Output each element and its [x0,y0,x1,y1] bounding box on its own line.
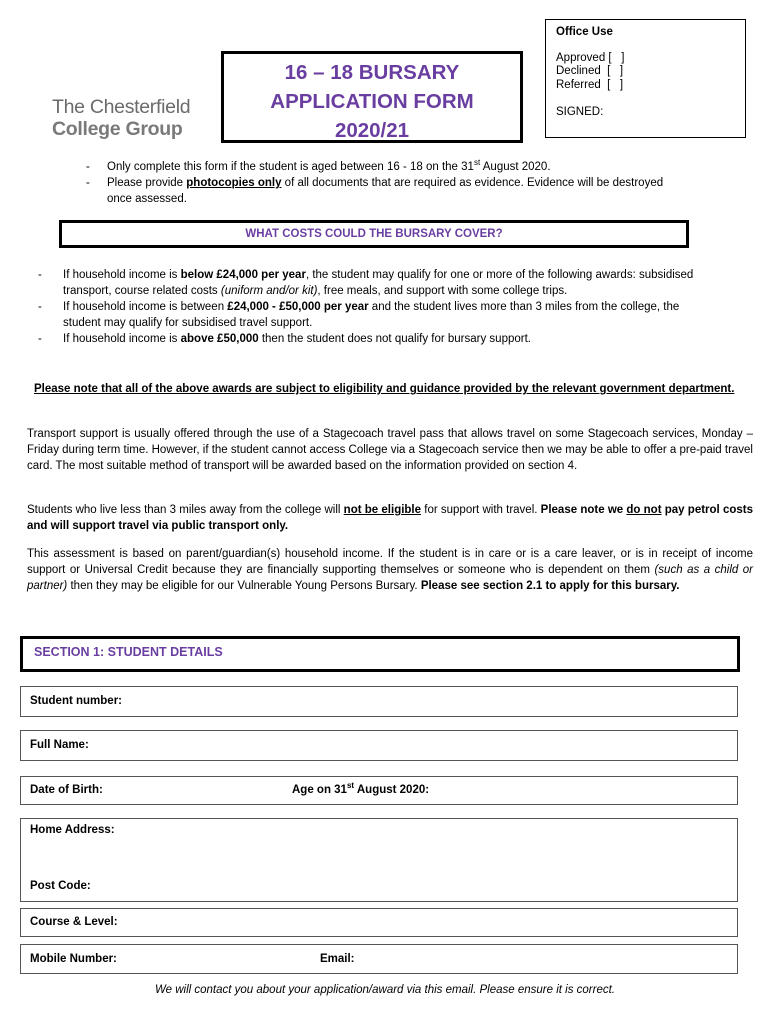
logo-line-1: The Chesterfield [52,96,191,118]
costs-item: - If household income is above £50,000 then the student does not qualify for bursary support. [38,333,531,345]
title-line-3: 2020/21 [334,119,410,142]
title-line-2: APPLICATION FORM [270,90,474,113]
college-logo [52,96,190,140]
office-signed: SIGNED: [556,106,604,118]
intro-item: - Only complete this form if the student is aged between 16 - 18 on the 31st August 2020. [86,158,551,173]
full-name-field[interactable] [20,730,738,761]
logo-line-2: College Group [52,118,183,140]
form-title-box [221,51,523,143]
intro-item: - Please provide photocopies only of all documents that are required as evidence. Evidence will be destroyed once assessed. [86,177,664,205]
home-address-label: Home Address: [30,824,115,836]
costs-item: - If household income is between £24,000 - £50,000 per year and the student lives more than 3 miles from the college, the student may qualify for subsidised travel support. [38,301,680,329]
post-code-label: Post Code: [30,880,91,892]
date-of-birth-label: Date of Birth: [30,784,103,796]
transport-paragraph: Transport support is usually offered through the use of a Stagecoach travel pass that allows travel on some Stagecoach services, Monday – Friday during term time. However, if the student cannot access College via a Stagecoach service then we may be able to offer a pre-paid travel card. The most suitable method of transport will be awarded based on the information provided on section 4. [27,428,753,473]
email-notice: We will contact you about your application/award via this email. Please ensure it is correct. [154,984,615,996]
mobile-number-label: Mobile Number: [30,953,117,965]
course-level-field[interactable] [20,908,738,937]
office-use-heading: Office Use [556,26,613,38]
distance-paragraph: Students who live less than 3 miles away from the college will not be eligible for support with travel. Please note we do not pay petrol costs and will support travel via public transport only. [27,504,754,533]
intro-list [86,159,686,207]
costs-item: - If household income is below £24,000 per year, the student may qualify for one or more of the following awards: subsidised transport, course related costs (uniform and/or kit), free meals, and support with some college trips. [38,269,694,297]
email-label: Email: [320,953,355,965]
student-number-label: Student number: [30,695,122,707]
costs-list [38,267,718,347]
course-level-label: Course & Level: [30,916,118,928]
date-of-birth-field[interactable] [20,776,738,805]
title-line-1: 16 – 18 BURSARY [284,61,460,84]
office-referred: Referred [ ] [556,78,624,91]
office-declined: Declined [ ] [556,65,624,77]
age-label: Age on 31st August 2020: [292,781,430,796]
mobile-email-field[interactable] [20,944,738,974]
assessment-paragraph: This assessment is based on parent/guardian(s) household income. If the student is in care or is a care leaver, or is in receipt of income support or Universal Credit because they are financially supporting themselves or someone who is dependent on them (such as a child or partner) then they may be eligible for our Vulnerable Young Persons Bursary. Please see section 2.1 to apply for this bursary. [27,548,753,593]
eligibility-note: Please note that all of the above awards are subject to eligibility and guidance provided by the relevant government department. [34,383,735,395]
office-use-box [545,19,746,138]
office-approved: Approved [ ] [556,51,625,64]
full-name-label: Full Name: [30,739,89,751]
home-address-field[interactable] [20,818,738,902]
costs-heading: WHAT COSTS COULD THE BURSARY COVER? [59,220,689,248]
student-number-field[interactable] [20,686,738,717]
section-1-heading: SECTION 1: STUDENT DETAILS [20,636,740,672]
